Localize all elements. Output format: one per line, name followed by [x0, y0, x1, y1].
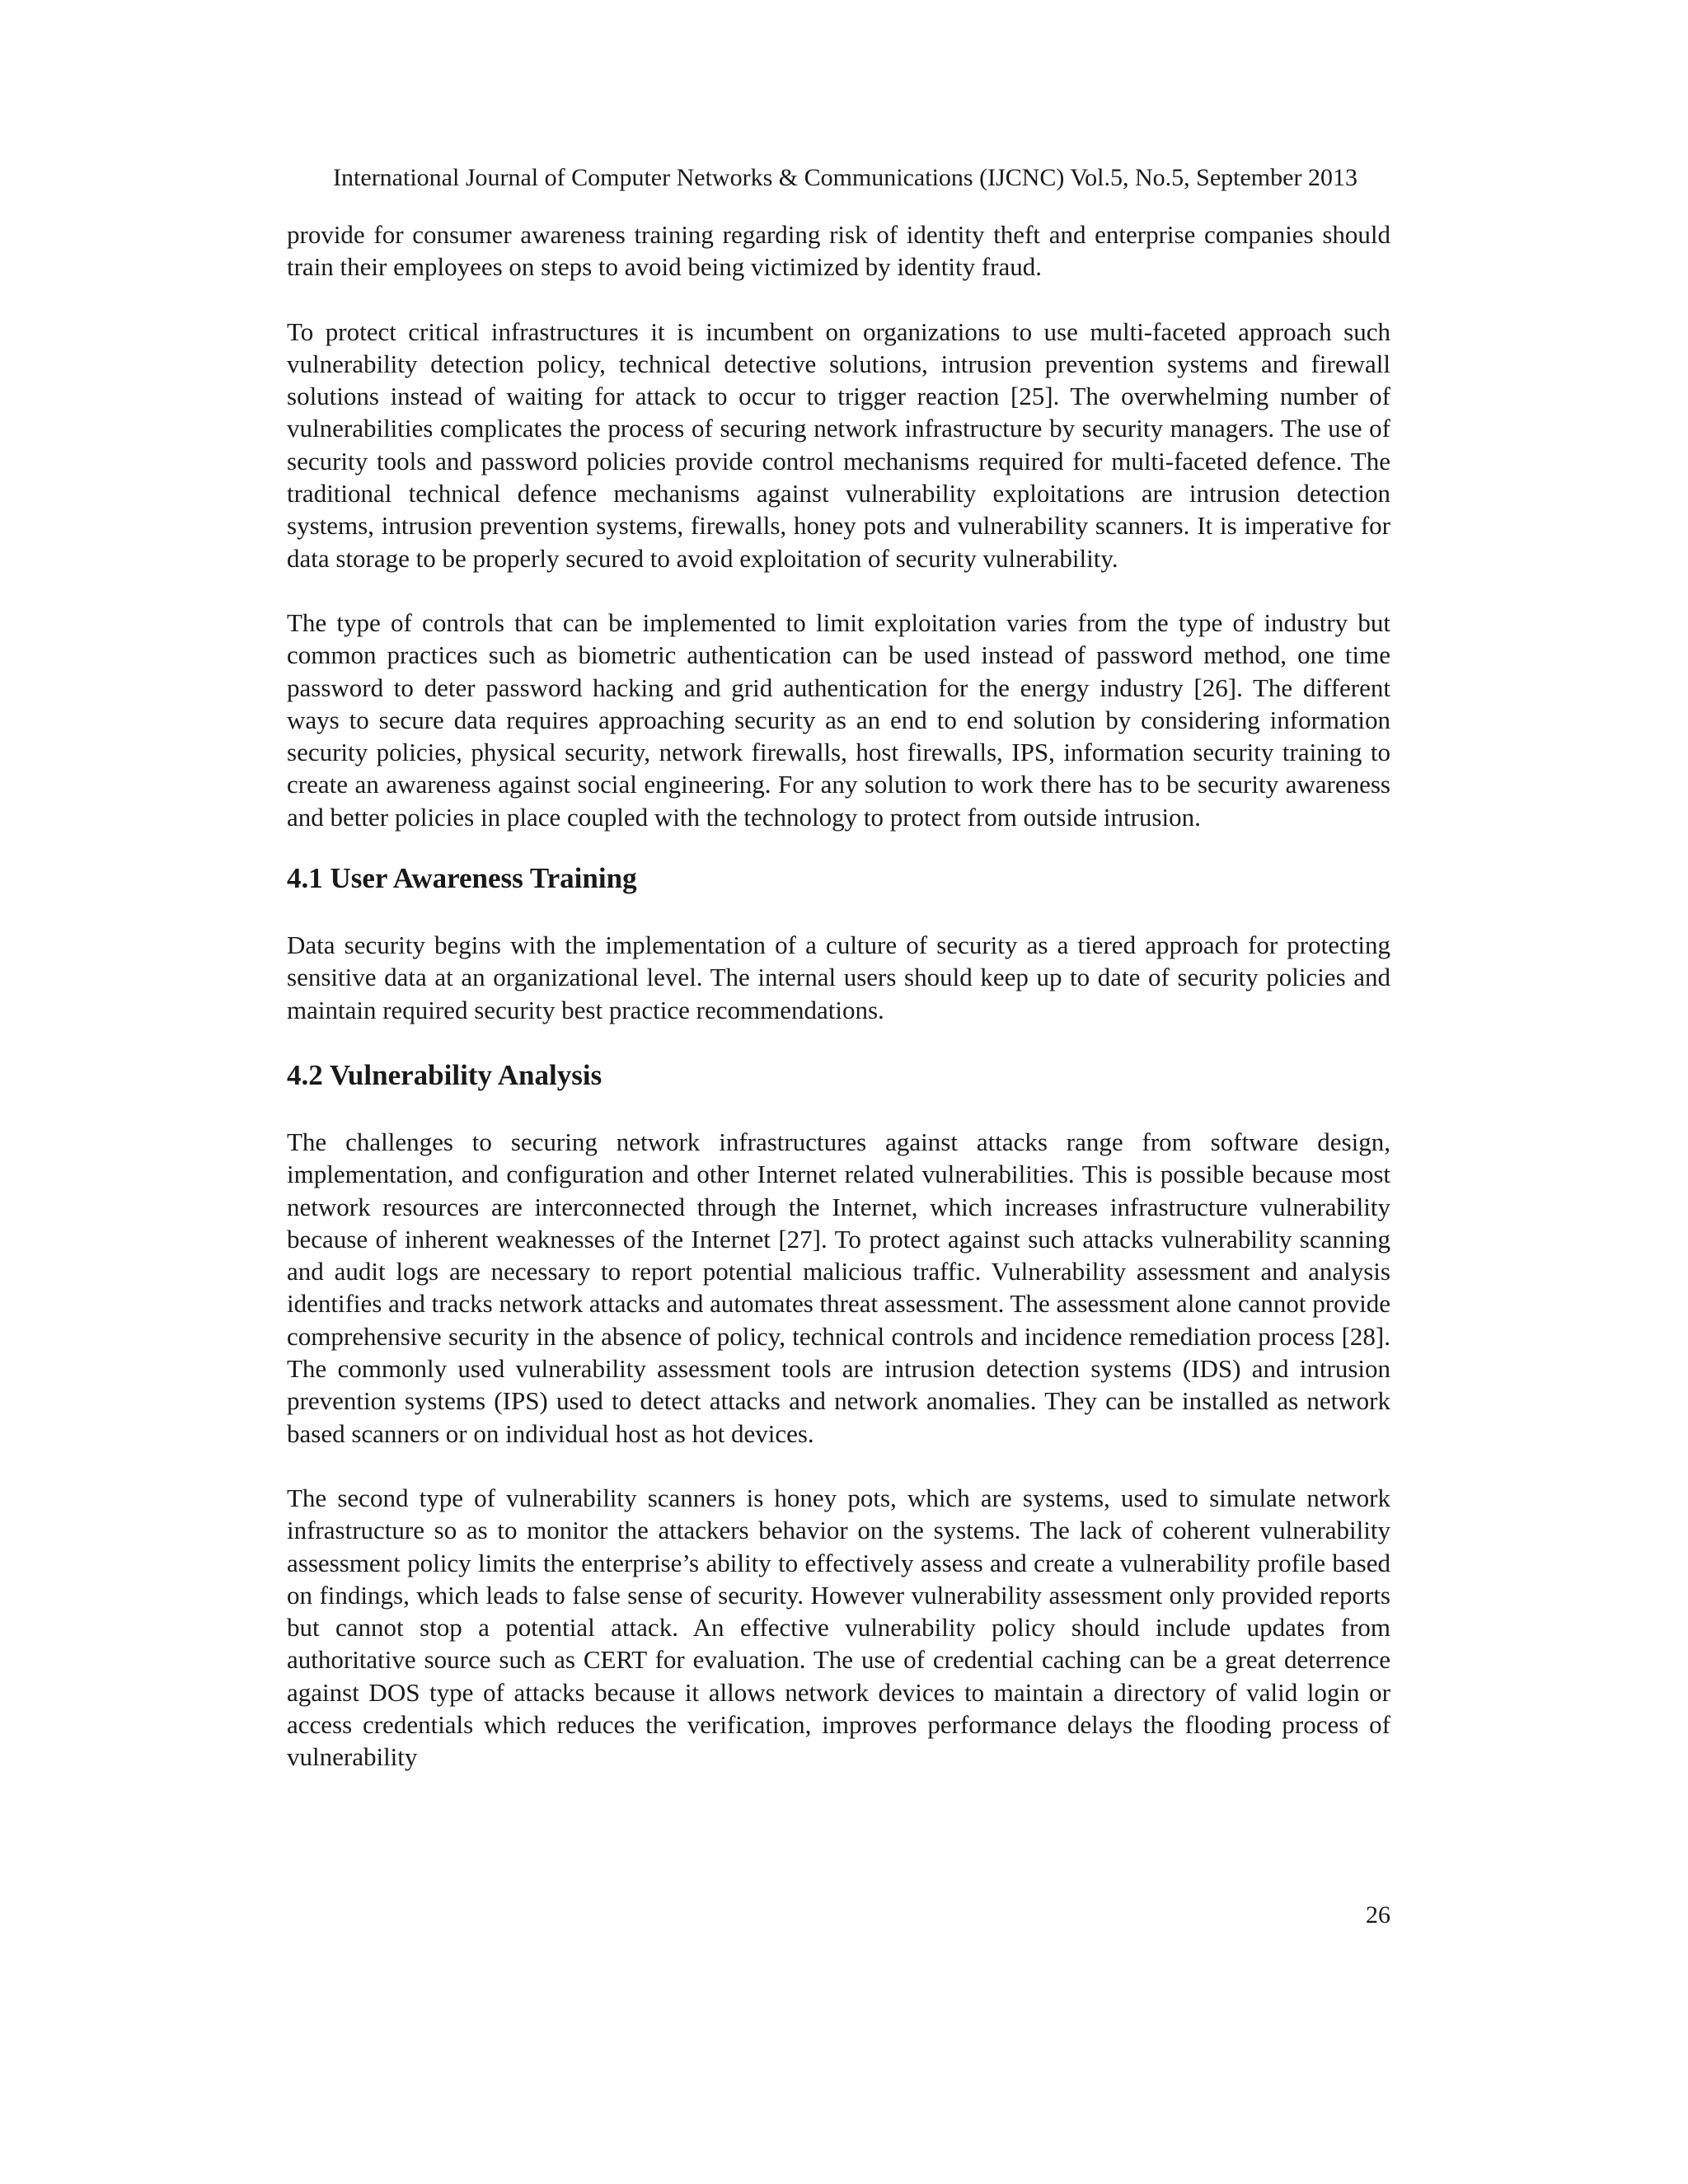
- section-heading-4-1: 4.1 User Awareness Training: [287, 862, 637, 895]
- paragraph: provide for consumer awareness training regarding risk of identity theft and enterprise companies should train their employees on steps to avoid being victimized by identity fraud.: [287, 220, 1390, 282]
- section-heading-4-2: 4.2 Vulnerability Analysis: [287, 1058, 603, 1091]
- paragraph: The challenges to securing network infrastructures against attacks range from software design, implementation, and configuration and other Internet related vulnerabilities. This is possible because most network resources are interconnected through the Internet, which increases infrastructure vulnerability because of inherent weaknesses of the Internet [27]. To protect against such attacks vulnerability scanning and audit logs are necessary to report potential malicious traffic. Vulnerability assessment and analysis identifies and tracks network attacks and automates threat assessment. The assessment alone cannot provide comprehensive security in the absence of policy, technical controls and incidence remediation process [28]. The commonly used vulnerability assessment tools are intrusion detection systems (IDS) and intrusion prevention systems (IPS) used to detect attacks and network anomalies. They can be installed as network based scanners or on individual host as hot devices.: [287, 1127, 1390, 1448]
- paragraph: The second type of vulnerability scanners is honey pots, which are systems, used to simulate network infrastructure so as to monitor the attackers behavior on the systems. The lack of coherent vulnerability assessment policy limits the enterprise’s ability to effectively assess and create a vulnerability profile based on findings, which leads to false sense of security. However vulnerability assessment only provided reports but cannot stop a potential attack. An effective vulnerability policy should include updates from authoritative source such as CERT for evaluation. The use of credential caching can be a great deterrence against DOS type of attacks because it allows network devices to maintain a directory of valid login or access credentials which reduces the verification, improves performance delays the flooding process of vulnerability: [287, 1483, 1390, 1772]
- page-number: 26: [1366, 1901, 1390, 1929]
- paragraph: The type of controls that can be implemented to limit exploitation varies from the type of industry but common practices such as biometric authentication can be used instead of password method, one time password to deter password hacking and grid authentication for the energy industry [26]. The different ways to secure data requires approaching security as an end to end solution by considering information security policies, physical security, network firewalls, host firewalls, IPS, information security training to create an awareness against social engineering. For any solution to work there has to be security awareness and better policies in place coupled with the technology to protect from outside intrusion.: [287, 607, 1390, 832]
- paragraph: Data security begins with the implementation of a culture of security as a tiered approach for protecting sensitive data at an organizational level. The internal users should keep up to date of security policies and maintain required security best practice recommendations.: [287, 930, 1390, 1024]
- body-text: [287, 218, 1390, 1774]
- running-header: International Journal of Computer Networks & Communications (IJCNC) Vol.5, No.5, September 2013: [333, 164, 1357, 191]
- paragraph: To protect critical infrastructures it is incumbent on organizations to use multi-faceted approach such vulnerability detection policy, technical detective solutions, intrusion prevention systems and firewall solutions instead of waiting for attack to occur to trigger reaction [25]. The overwhelming number of vulnerabilities complicates the process of securing network infrastructure by security managers. The use of security tools and password policies provide control mechanisms required for multi-faceted defence. The traditional technical defence mechanisms against vulnerability exploitations are intrusion detection systems, intrusion prevention systems, firewalls, honey pots and vulnerability scanners. It is imperative for data storage to be properly secured to avoid exploitation of security vulnerability.: [287, 316, 1390, 573]
